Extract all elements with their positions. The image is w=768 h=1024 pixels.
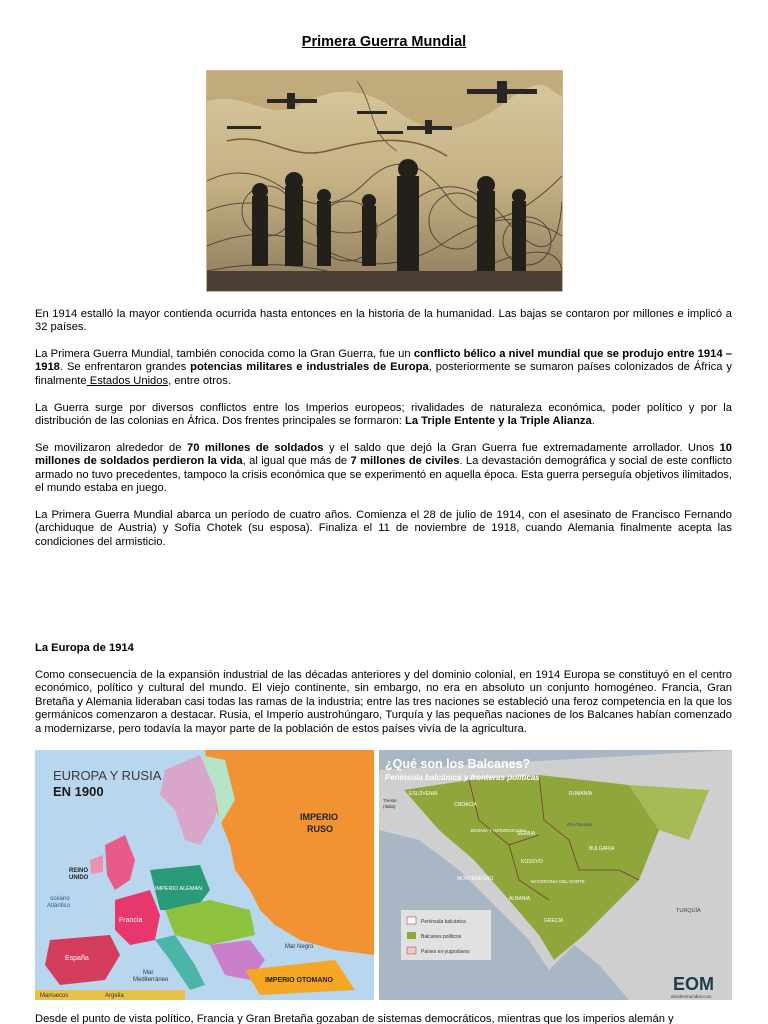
label-rio-danubio: Río Danubio <box>567 822 593 827</box>
label-serbia: SERBIA <box>517 831 536 837</box>
svg-text:Países ex-yugoslavos: Países ex-yugoslavos <box>421 949 470 955</box>
label-atlantico: Atlántico <box>47 903 71 909</box>
label-imperio-otomano: IMPERIO OTOMANO <box>265 977 333 984</box>
page-title: Primera Guerra Mundial <box>301 34 467 50</box>
svg-text:EUROPA Y RUSIA: EUROPA Y RUSIA <box>53 768 162 783</box>
timeline-paragraph: La Primera Guerra Mundial abarca un período de cuatro años. Comienza el 28 de julio de 1914, con el asesinato de Francisco Fernando (archiduque de Austria) y Sofía Chotek (su esposa). Finaliza el 11 de noviembre de 1918, cuando Alemania finalmente acepta las condiciones del armisticio. <box>35 509 732 548</box>
label-mediterraneo: Mediterráneo <box>133 977 169 983</box>
hero-image <box>206 70 563 292</box>
label-croacia: CROACIA <box>454 802 477 808</box>
europe-1914-paragraph: Como consecuencia de la expansión industrial de las décadas anteriores y del dominio colonial, en 1914 Europa se constituyó en el centro económico, político y cultural del mundo. El viejo continente, sin embargo, no era en absoluto un conjunto homogéneo. Francia, Gran Bretaña y Alemania lideraban casi todas las ramas de la industria; entre las tres naciones se estableció una feroz competencia en la que los germánicos comenzaron a destacar. Rusia, el Imperio austrohúngaro, Turquía y las pequeñas naciones de los Balcanes habían comenzado a modernizarse, pero todavía la mayor parte de la población de estos países vivía de la agricultura. <box>35 669 732 735</box>
label-francia: Francia <box>119 917 143 924</box>
label-mar: Mar <box>143 970 154 976</box>
label-ruso: RUSO <box>307 824 334 834</box>
label-imperio-aleman: IMPERIO ALEMÁN <box>155 886 203 892</box>
causes-paragraph: La Guerra surge por diversos conflictos entre los Imperios europeos; rivalidades de naturaleza económica, poder político y por la distribución de las colonias en África. Dos frentes principales se formaron: La Triple Entente y la Triple Alianza. <box>35 402 732 428</box>
ww1-collage-icon <box>207 71 562 291</box>
label-macedonia: MACEDONIA DEL NORTE <box>531 879 585 884</box>
balkans-map <box>379 750 732 1000</box>
label-reino: REINO <box>69 868 89 874</box>
balkans-title: ¿Qué son los Balcanes? <box>385 757 531 771</box>
section-heading: La Europa de 1914 <box>35 642 134 654</box>
label-oceano: océano <box>50 896 70 902</box>
label-espana: España <box>65 955 89 962</box>
label-italia: (Italia) <box>383 804 396 809</box>
label-marruecos: Marruecos <box>40 993 69 999</box>
label-albania: ALBANIA <box>509 896 531 902</box>
eom-logo <box>671 974 714 999</box>
label-mar-negro: Mar Negro <box>285 944 314 950</box>
label-montenegro: MONTENEGRO <box>457 876 494 882</box>
intro-paragraph: En 1914 estalló la mayor contienda ocurrida hasta entonces en la historia de la humanidad. Las bajas se contaron por millones e implicó a 32 países. <box>35 308 732 334</box>
label-trieste: Trieste <box>383 798 397 803</box>
cut-off-paragraph: Desde el punto de vista político, Francia y Gran Bretaña gozaban de sistemas democráticos, mientras que los imperios alemán y <box>35 1013 674 1024</box>
label-argelia: Argelia <box>105 993 124 999</box>
label-bosnia: BOSNIA Y HERZEGOVINA <box>471 828 526 833</box>
label-turquia: TURQUÍA <box>676 908 701 914</box>
estados-unidos-link[interactable]: Estados Unidos <box>86 374 169 387</box>
svg-text:Balcanes políticos: Balcanes políticos <box>421 934 462 940</box>
svg-text:EOM: EOM <box>673 974 715 994</box>
europe-1900-map <box>35 750 374 1000</box>
casualties-paragraph: Se movilizaron alrededor de 70 millones de soldados y el saldo que dejó la Gran Guerra fue extremadamente arrollador. Unos 10 millones de soldados perdieron la vida, al igual que más de 7 millones de civiles. La devastación demográfica y social de este conflicto armado no tuvo precedentes, tampoco la crisis económica que se experimentó en aquella época. Esta guerra perseguía objetivos ilimitados, el mundo estaba en juego. <box>35 442 732 495</box>
definition-paragraph: La Primera Guerra Mundial, también conocida como la Gran Guerra, fue un conflicto bélico a nivel mundial que se produjo entre 1914 – 1918. Se enfrentaron grandes potencias militares e industriales de Europa, posteriormente se sumaron países colonizados de África y finalmente Estados Unidos, entre otros. <box>35 348 732 387</box>
svg-text:Península balcánica: Península balcánica <box>421 919 466 925</box>
svg-text:elordenmundial.com: elordenmundial.com <box>671 994 712 999</box>
label-eslovenia: ESLOVENIA <box>409 791 438 797</box>
balkans-legend <box>401 910 491 960</box>
label-rumania: RUMANÍA <box>569 791 593 797</box>
label-unido: UNIDO <box>69 875 89 881</box>
balkans-subtitle: Península balcánica y fronteras políticas <box>385 773 540 782</box>
svg-text:EN 1900: EN 1900 <box>53 784 104 799</box>
label-bulgaria: BULGARIA <box>589 846 615 852</box>
label-kosovo: KOSOVO <box>521 859 543 865</box>
label-grecia: GRECIA <box>544 918 564 924</box>
label-imperio-ruso: IMPERIO <box>300 812 339 822</box>
